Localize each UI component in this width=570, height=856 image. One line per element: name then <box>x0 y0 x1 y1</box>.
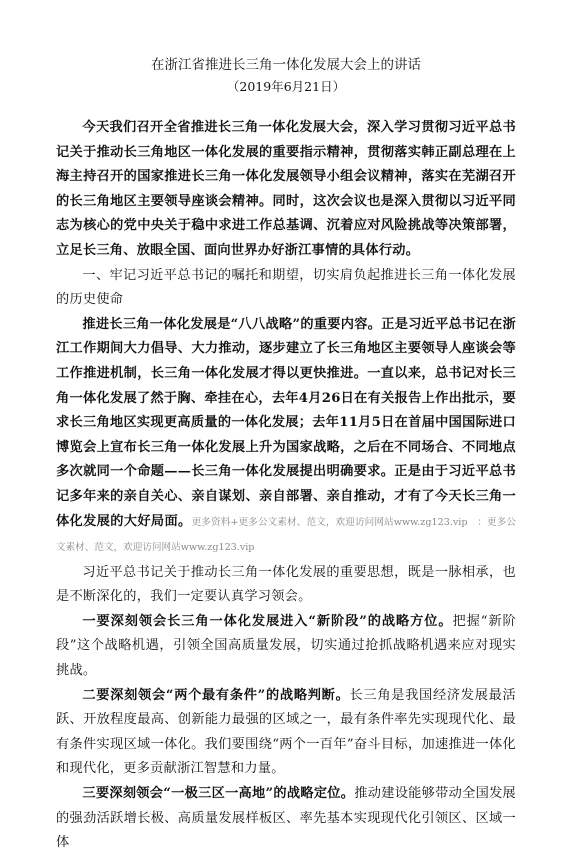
paragraph-eight-eight-strategy <box>56 313 516 561</box>
paragraph-lead: 二要深刻领会“两个最有条件”的战略判断。 <box>82 687 350 703</box>
paragraph-lead: 三要深刻领会“一极三区一高地”的战略定位。 <box>82 786 355 802</box>
paragraph-intro: 今天我们召开全省推进长三角一体化发展大会，深入学习贯彻习近平总书记关于推动长三角地区一体化发展的重要指示精神，贯彻落实韩正副总理在上海主持召开的国家推进长三角一体化发展领导小组会议精神，落实在芜湖召开的长三角地区主要领导座谈会精神。同时，这次会议也是深入贯彻以习近平同志为核心的党中央关于稳中求进工作总基调、沉着应对风险挑战等决策部署，立足长三角、放眼全国、面向世界办好浙江事情的具体行动。 <box>56 120 516 258</box>
paragraph-text: 推动建设能够带动全国发展的强劲活跃增长极、高质量发展样板区、率先基本实现现代化引领区、区域一体 <box>56 786 516 851</box>
watermark-text: 更多资料+更多公文素材、范文，欢迎访问网站www.zg123.vip ：更多公文素材、范文，欢迎访问网站www.zg123.vip <box>56 516 516 554</box>
paragraph-thought: 习近平总书记关于推动长三角一体化发展的重要思想，既是一脉相承，也是不断深化的，我们一定要认真学习领会。 <box>56 564 516 605</box>
paragraph-point-1 <box>56 610 516 684</box>
paragraph-lead: 推进长三角一体化发展是“八八战略”的重要内容。 <box>82 316 382 332</box>
paragraph-lead: 一要深刻领会长三角一体化发展进入“新阶段”的战略方位。 <box>82 613 453 629</box>
paragraph-text: 把握“新阶段”这个战略机遇，引领全国高质量发展，切实通过抢抓战略机遇来应对现实挑战。 <box>56 613 517 679</box>
paragraph-point-3 <box>56 782 516 856</box>
section-heading-1: 一、牢记习近平总书记的嘱托和期望，切实肩负起推进长三角一体化发展的历史使命 <box>56 267 516 308</box>
document-title: 在浙江省推进长三角一体化发展大会上的讲话 <box>151 57 421 73</box>
document-body <box>56 116 516 856</box>
paragraph-text: 正是习近平总书记在浙江工作期间大力倡导、大力推动，逐步建立了长三角地区主要领导人座谈会等工作推进机制，长三角一体化发展才得以更快推进。一直以来，总书记对长三角一体化发展了然于胸、牵挂在心，去年4月26日在有关报告上作出批示，要求长三角地区实现更高质量的一体化发展；去年11月5日在首届中国国际进口博览会上宣布长三角一体化发展上升为国家战略，之后在不同场合、不同地点多次就同一个命题——长三角一体化发展提出明确要求。正是由于习近平总书记多年来的亲自关心、亲自谋划、亲自部署、亲自推动，才有了今天长三角一体化发展的大好局面。 <box>56 316 517 529</box>
paragraph-text: 长三角是我国经济发展最活跃、开放程度最高、创新能力最强的区域之一，最有条件率先实现现代化、最有条件实现区域一体化。我们要围绕“两个一百年”奋斗目标，加速推进一体化和现代化，更多贡献浙江智慧和力量。 <box>56 687 516 777</box>
paragraph-point-2 <box>56 684 516 782</box>
document-date: （2019年6月21日） <box>226 79 346 94</box>
